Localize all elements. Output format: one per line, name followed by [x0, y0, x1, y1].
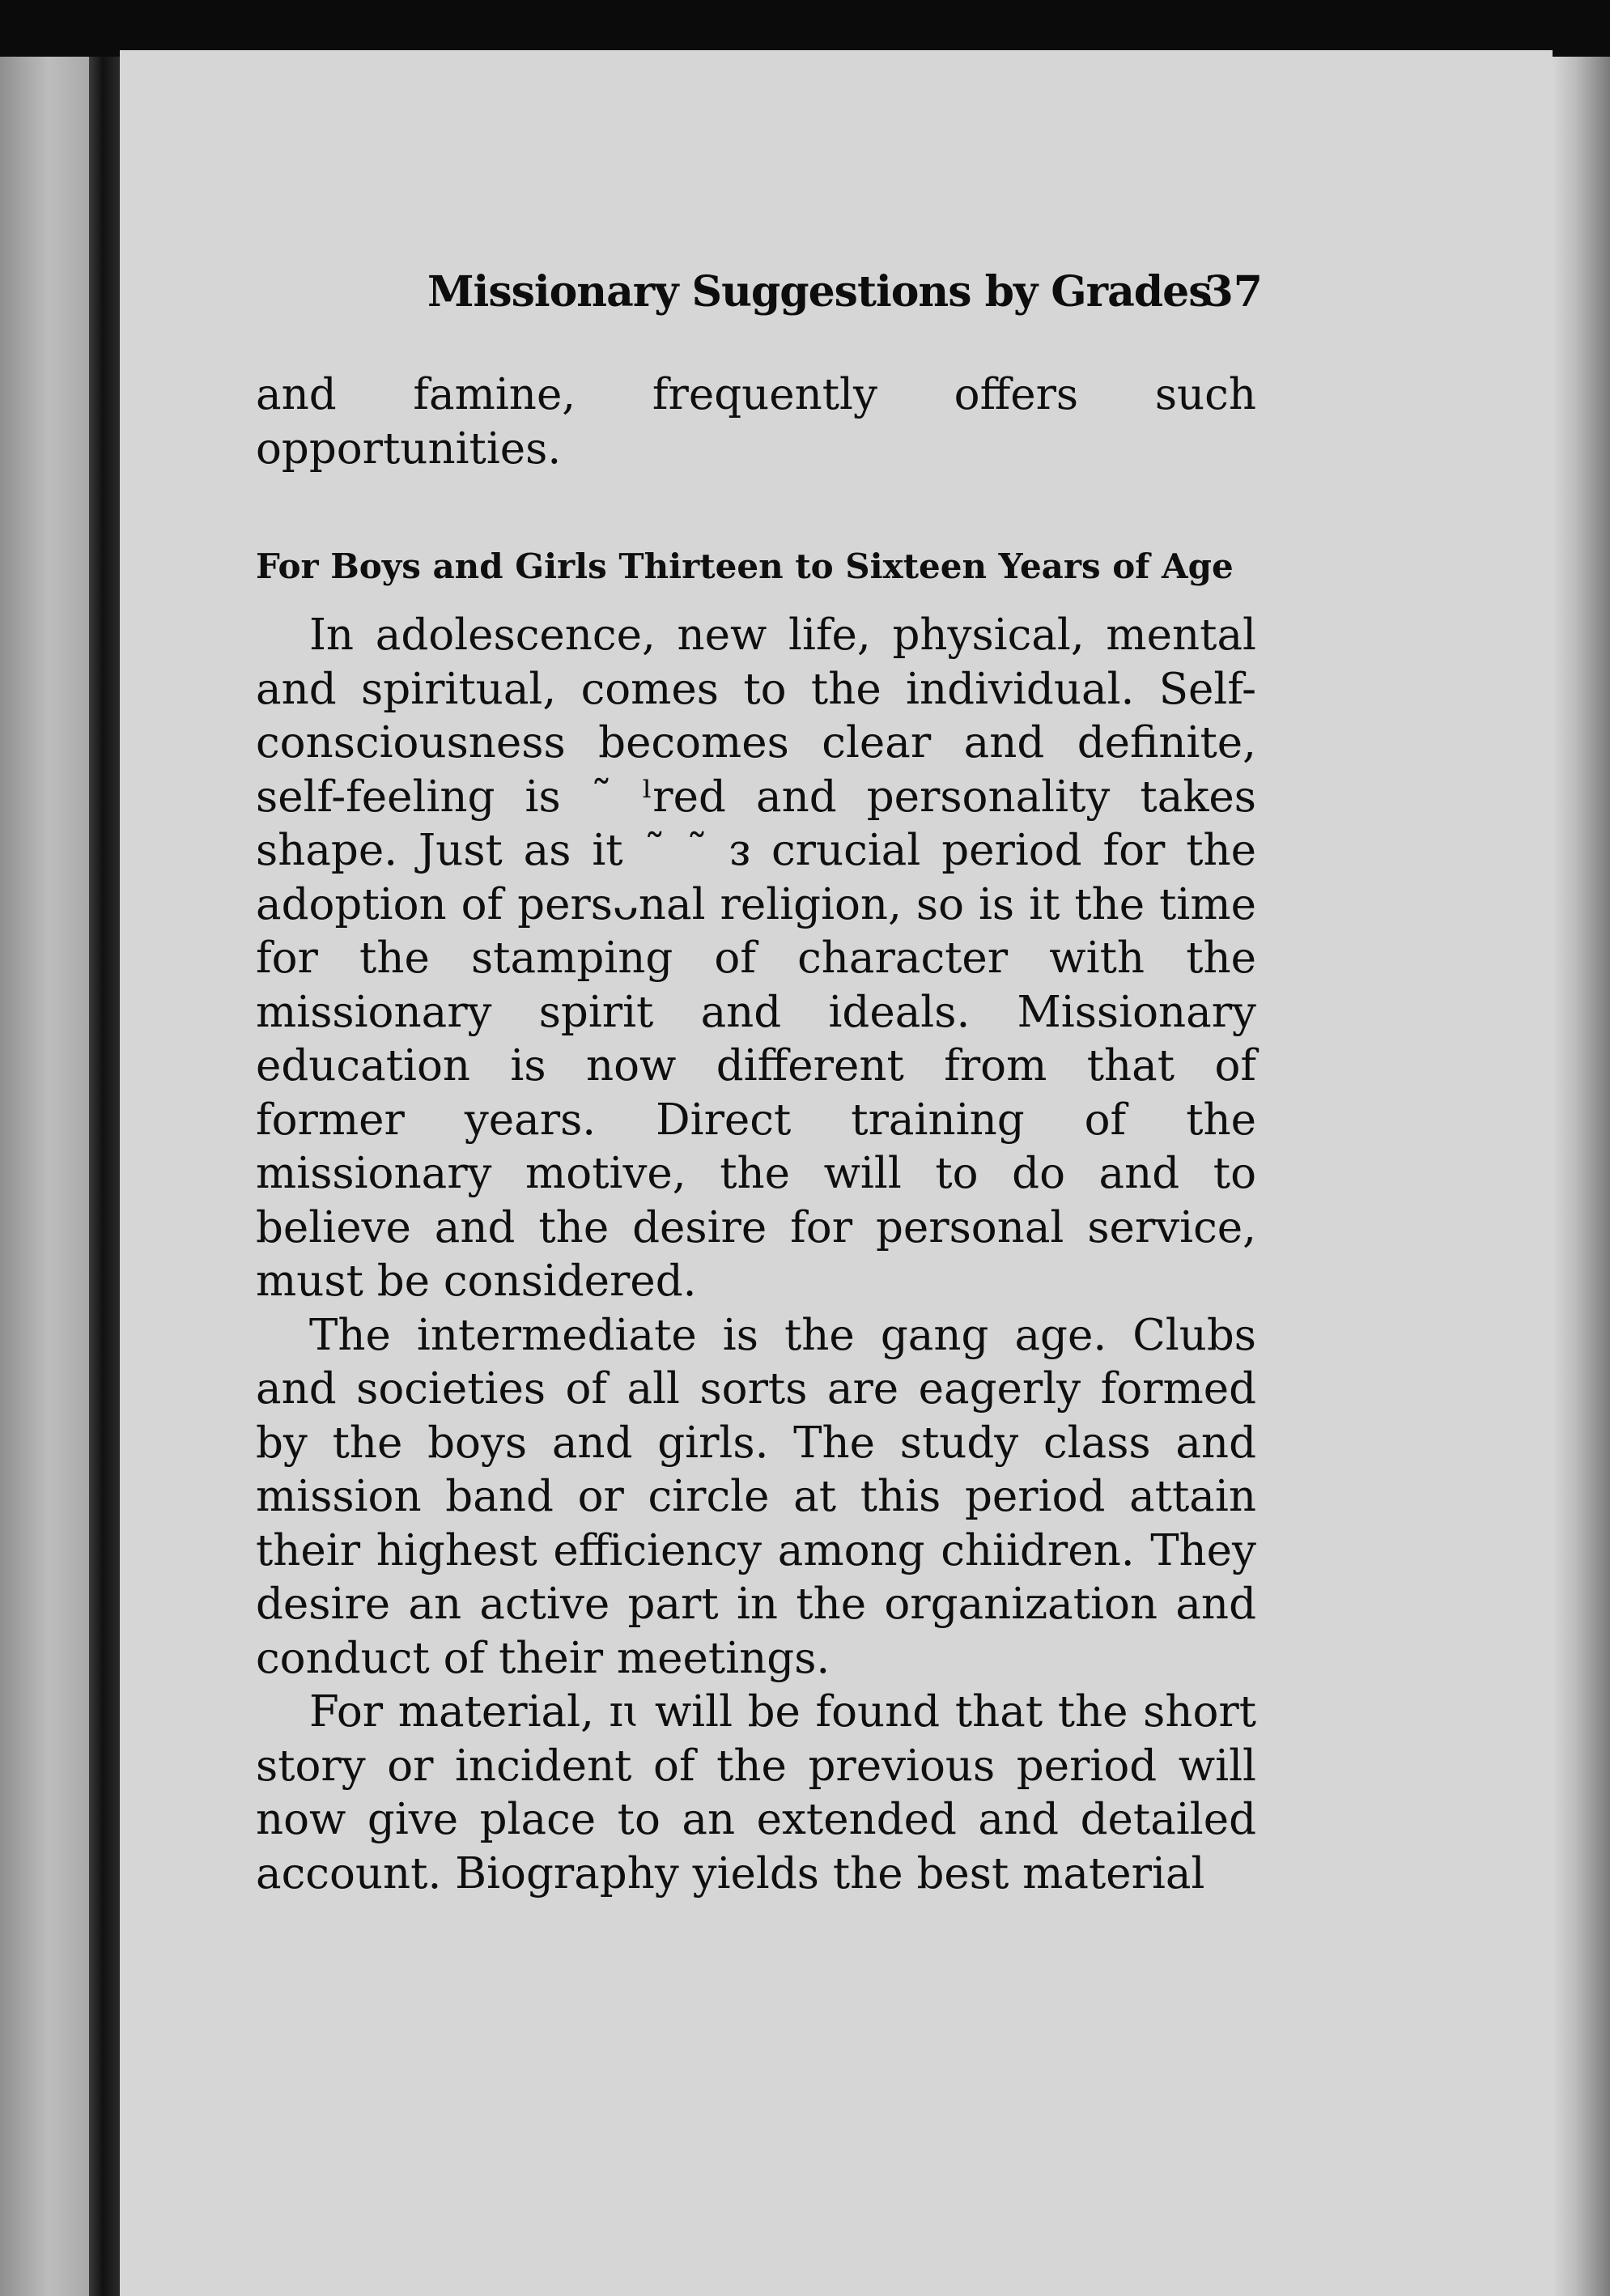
running-head-title: Missionary Suggestions by Grades — [427, 267, 1212, 317]
section-heading: For Boys and Girls Thirteen to Sixteen Years of Age — [256, 546, 1234, 586]
running-head — [427, 267, 1263, 324]
paragraph-adolescence: In adolescence, new life, physical, mental and spiritual, comes to the individual. Self-consciousness becomes clear and definite, self-feeling is ˜ ˡred and personality takes shape. Just as it ˜ ˜ ᴈ crucial period for the adoption of persᴗnal religion, so is it the time for the stamping of character with the missionary spirit and ideals. Missionary education is now different from that of former years. Direct training of the missionary motive, the will to do and to believe and the desire for personal service, must be considered. — [256, 610, 1256, 1306]
page-number: 37 — [1204, 267, 1263, 317]
body-text — [256, 368, 1256, 1901]
facing-page-edge — [0, 57, 89, 2296]
paragraph-material: For material, ɪɩ will be found that the short story or incident of the previous period will now give place to an extended and detailed account. Biography yields the best material — [256, 1687, 1256, 1898]
continued-paragraph: and famine, frequently offers such opportunities. — [256, 370, 1256, 474]
paragraph-gang-age: The intermediate is the gang age. Clubs and societies of all sorts are eagerly formed by the boys and girls. The study class and mission band or circle at this period attain their highest efficiency among chiidren. They desire an active part in the organization and conduct of their meetings. — [256, 1310, 1256, 1683]
page-right-edge — [1553, 57, 1610, 2296]
book-gutter — [89, 57, 120, 2296]
